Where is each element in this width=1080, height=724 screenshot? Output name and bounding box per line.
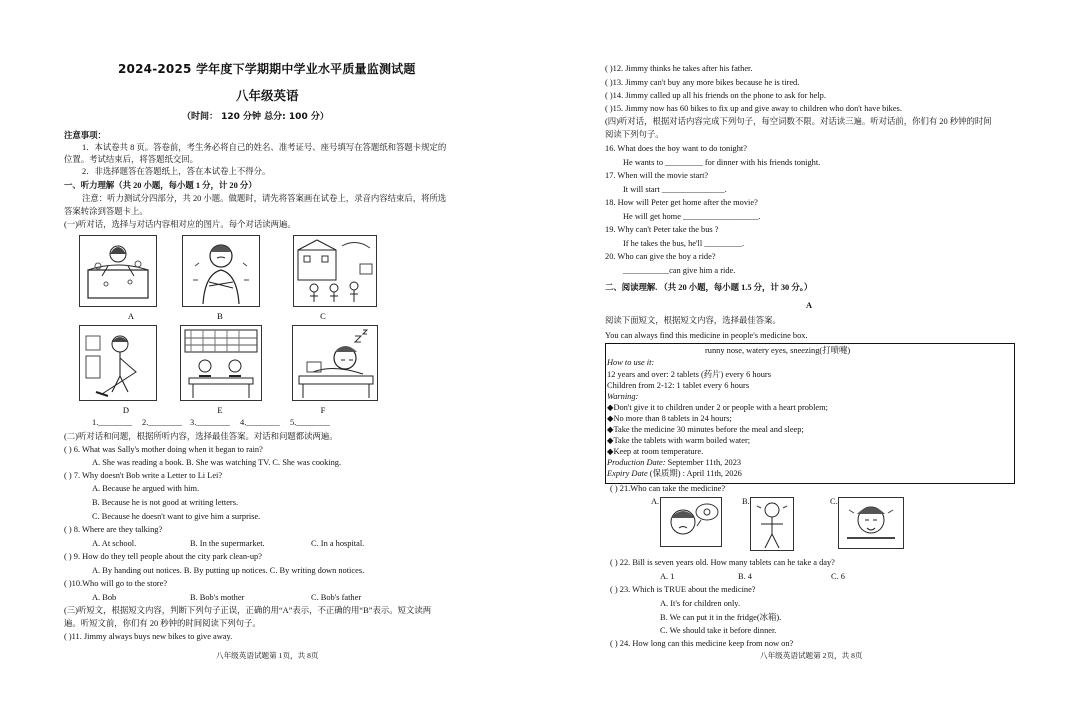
q21-label-c: C. <box>830 497 838 506</box>
question-19: 19. Why can't Peter take the bus ? <box>605 225 719 234</box>
q21-label-b: B. <box>742 497 750 506</box>
page-1-footer: 八年级英语试题第 1页，共 8页 <box>216 651 319 660</box>
picture-label-c: C <box>320 311 326 321</box>
question-6-options: A. She was reading a book. B. She was watching TV. C. She was cooking. <box>92 458 342 467</box>
question-17-answer[interactable]: It will start _______________. <box>623 185 727 194</box>
answer-blank-5[interactable]: 5.________ <box>290 418 330 427</box>
question-10-option-a: A. Bob <box>92 593 117 602</box>
question-20: 20. Who can give the boy a ride? <box>605 252 716 261</box>
picture-c-schoolyard-image <box>293 235 377 307</box>
listening-heading: 一、听力理解（共 20 小题，每小题 1 分，计 20 分） <box>64 181 257 190</box>
question-7-option-b: B. Because he is not good at writing letters. <box>92 498 239 507</box>
page-2-footer: 八年级英语试题第 2页，共 8页 <box>760 651 863 660</box>
question-8-option-c: C. In a hospital. <box>311 539 365 548</box>
part3-instruction-cont: 遍。听短文前，你们有 20 秒钟的时间阅读下列句子。 <box>64 619 261 628</box>
question-10-option-b: B. Bob's mother <box>190 593 245 602</box>
question-22-option-b: B. 4 <box>738 572 752 581</box>
q21-picture-c-image <box>838 497 904 549</box>
q21-label-a: A. <box>651 497 660 506</box>
notes-line-2: 2．非选择题答在答题纸上，答在本试卷上不得分。 <box>82 167 271 176</box>
answer-blank-4[interactable]: 4.________ <box>240 418 280 427</box>
listening-intro-cont: 答案转涂到答题卡上。 <box>64 207 148 216</box>
listening-intro: 注意：听力测试分四部分，共 20 小题。做题时，请先将答案画在试卷上，录音内容结束后，将所选 <box>82 194 447 203</box>
notice-dose-adult: 12 years and over: 2 tablets (药片) every 6 hours <box>607 370 771 379</box>
section-a-label: A <box>806 301 813 310</box>
answer-blank-3[interactable]: 3.________ <box>190 418 230 427</box>
subject-title: 八年级英语 <box>236 88 299 103</box>
question-7: ( ) 7. Why doesn't Bob write a Letter to Li Lei? <box>64 471 223 480</box>
part2-instruction: (二)听对话和问题，根据所听内容，选择最佳答案。对话和问题都读两遍。 <box>64 432 338 441</box>
question-23-option-c: C. We should take it before dinner. <box>660 626 777 635</box>
notice-how-to-use: How to use it: <box>607 358 655 367</box>
question-8-option-a: A. At school. <box>92 539 137 548</box>
question-19-answer[interactable]: If he takes the bus, he'll _________. <box>623 239 745 248</box>
question-23: ( ) 23. Which is TRUE about the medicine? <box>610 585 756 594</box>
q21-picture-a-image <box>660 497 722 547</box>
notes-line-1-cont: 位置。考试结束后，将答题纸交回。 <box>64 155 198 164</box>
question-16: 16. What does the boy want to do tonight? <box>605 144 747 153</box>
part3-instruction: (三)听短文，根据短文内容，判断下列句子正误，正确的用“A”表示，不正确的用“B”表示。短文读两 <box>64 606 432 615</box>
part4-instruction: (四)听对话，根据对话内容完成下列句子，每空词数不限。对话读三遍。听对话前，你们有 20 秒钟的时间 <box>605 117 992 126</box>
question-11: ( )11. Jimmy always buys new bikes to give away. <box>64 632 233 641</box>
notice-warning-4: ◆Take the tablets with warm boiled water; <box>607 436 751 445</box>
picture-labels-row-2 <box>0 403 540 417</box>
notice-expiry-label: Expiry Date <box>607 469 648 478</box>
notice-expiry-date: (保质期) : April 11th, 2026 <box>647 469 742 478</box>
notes-heading: 注意事项： <box>64 131 106 140</box>
question-10: ( )10.Who will go to the store? <box>64 579 168 588</box>
answer-blank-2[interactable]: 2.________ <box>142 418 182 427</box>
picture-b-shivering-image <box>182 235 260 307</box>
question-23-option-a: A. It's for children only. <box>660 599 741 608</box>
notice-dose-child: Children from 2-12: 1 tablet every 6 hours <box>607 381 750 390</box>
picture-labels-row-1 <box>0 309 540 323</box>
answer-blank-1[interactable]: 1.________ <box>92 418 132 427</box>
question-9: ( ) 9. How do they tell people about the city park clean-up? <box>64 552 262 561</box>
question-17: 17. When will the movie start? <box>605 171 709 180</box>
question-21: ( ) 21.Who can take the medicine? <box>610 484 726 493</box>
question-22-option-a: A. 1 <box>660 572 675 581</box>
question-24: ( ) 24. How long can this medicine keep from now on? <box>610 639 794 648</box>
question-6: ( ) 6. What was Sally's mother doing when it began to rain? <box>64 445 263 454</box>
reading-heading: 二、阅读理解. （共 20 小题，每小题 1.5 分，计 30 分。） <box>605 283 813 292</box>
picture-label-f: F <box>320 405 326 415</box>
picture-label-e: E <box>217 405 223 415</box>
question-12: ( )12. Jimmy thinks he takes after his father. <box>605 64 753 73</box>
part4-instruction-cont: 阅读下列句子。 <box>605 130 664 139</box>
exam-title: 2024-2025 学年度下学期期中学业水平质量监测试题 <box>118 62 416 76</box>
notice-warning-2: ◆No more than 8 tablets in 24 hours; <box>607 414 732 423</box>
picture-d-sweeping-image <box>79 325 157 401</box>
question-20-answer[interactable]: ___________can give him a ride. <box>623 266 736 275</box>
question-18-answer[interactable]: He will get home __________________. <box>623 212 761 221</box>
question-8-option-b: B. In the supermarket. <box>190 539 265 548</box>
question-9-options: A. By handing out notices. B. By putting up notices. C. By writing down notices. <box>92 566 365 575</box>
question-7-option-a: A. Because he argued with him. <box>92 484 200 493</box>
notice-production-label: Production Date: <box>607 458 666 467</box>
notice-warning-5: ◆Keep at room temperature. <box>607 447 704 456</box>
question-18: 18. How will Peter get home after the movie? <box>605 198 758 207</box>
notice-title: runny nose, watery eyes, sneezing(打喷嚏) <box>705 346 851 355</box>
notice-warning-3: ◆Take the medicine 30 minutes before the meal and sleep; <box>607 425 804 434</box>
picture-a-washing-image <box>79 235 157 307</box>
question-23-option-b: B. We can put it in the fridge(冰箱). <box>660 613 782 622</box>
q21-picture-b-image <box>750 497 794 551</box>
question-10-option-c: C. Bob's father <box>311 593 362 602</box>
question-7-option-c: C. Because he doesn't want to give him a surprise. <box>92 512 261 521</box>
question-22-option-c: C. 6 <box>831 572 845 581</box>
picture-f-sleeping-image <box>292 325 378 401</box>
question-8: ( ) 8. Where are they talking? <box>64 525 163 534</box>
question-16-answer[interactable]: He wants to _________ for dinner with his friends tonight. <box>623 158 821 167</box>
picture-label-d: D <box>122 405 130 415</box>
question-15: ( )15. Jimmy now has 60 bikes to fix up and give away to children who don't have bikes. <box>605 104 902 113</box>
notice-production-date: September 11th, 2023 <box>665 458 742 467</box>
notice-warning-label: Warning: <box>607 392 639 401</box>
question-13: ( )13. Jimmy can't buy any more bikes because he is tired. <box>605 78 800 87</box>
notes-line-1: 1．本试卷共 8 页。答卷前，考生务必将自己的姓名、准考证号、座号填写在答题纸和答题卡规定的 <box>82 143 447 152</box>
notice-warning-1: ◆Don't give it to children under 2 or people with a heart problem; <box>607 403 828 412</box>
picture-e-reading-image <box>180 325 262 401</box>
reading-intro: You can always find this medicine in people's medicine box. <box>605 331 808 340</box>
picture-label-b: B <box>217 311 223 321</box>
reading-instruction: 阅读下面短文，根据短文内容，选择最佳答案。 <box>605 316 781 325</box>
part1-instruction: (一)听对话，选择与对话内容相对应的图片。每个对话读两遍。 <box>64 220 296 229</box>
exam-time-info: （时间： 120 分钟 总分: 100 分） <box>182 112 329 122</box>
question-22: ( ) 22. Bill is seven years old. How many tablets can he take a day? <box>610 558 835 567</box>
question-14: ( )14. Jimmy called up all his friends on the phone to ask for help. <box>605 91 826 100</box>
picture-label-a: A <box>127 311 135 321</box>
